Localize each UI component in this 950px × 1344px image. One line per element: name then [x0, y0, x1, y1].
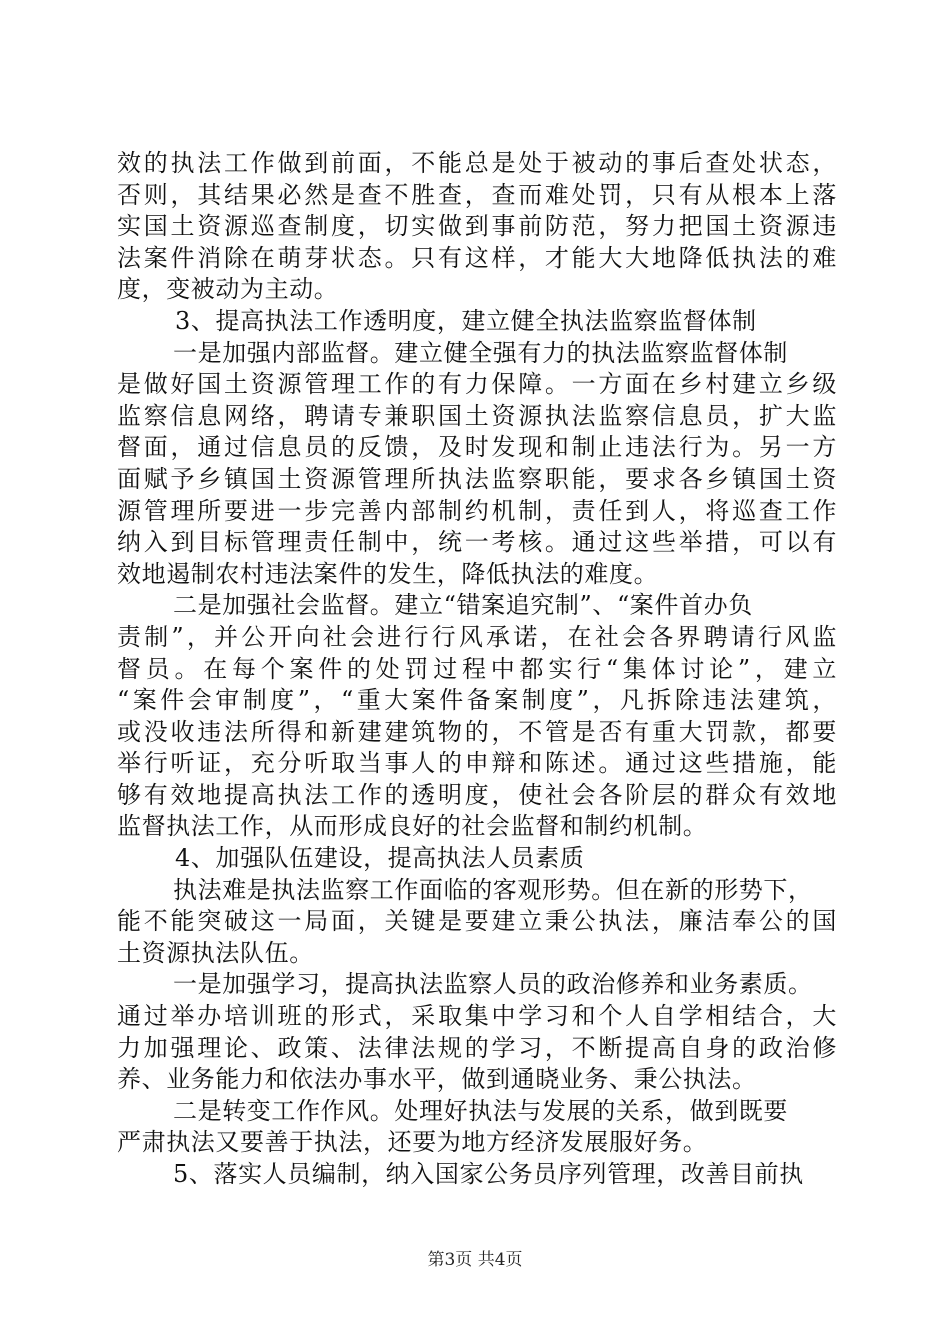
section-heading: 4、加强队伍建设，提高执法人员素质 — [175, 844, 585, 873]
page-number-label: 第3页 共4页 — [427, 1250, 523, 1270]
paragraph-line: 监察信息网络，聘请专兼职国土资源执法监察信息员，扩大监 — [117, 401, 837, 430]
paragraph-line: 是做好国土资源管理工作的有力保障。一方面在乡村建立乡级 — [117, 370, 837, 399]
paragraph-line: 否则，其结果必然是查不胜查，查而难处罚，只有从根本上落 — [117, 180, 837, 209]
paragraph-line: 够有效地提高执法工作的透明度，使社会各阶层的群众有效地 — [117, 780, 837, 809]
paragraph-line: 面赋予乡镇国土资源管理所执法监察职能，要求各乡镇国土资 — [117, 464, 837, 493]
paragraph-line: 通过举办培训班的形式，采取集中学习和个人自学相结合，大 — [117, 1002, 837, 1031]
paragraph-line: 一是加强学习，提高执法监察人员的政治修养和业务素质。 — [173, 970, 813, 999]
paragraph-line: 一是加强内部监督。建立健全强有力的执法监察监督体制 — [173, 338, 788, 367]
paragraph-line: 源管理所要进一步完善内部制约机制，责任到人，将巡查工作 — [117, 496, 837, 525]
paragraph-line: 纳入到目标管理责任制中，统一考核。通过这些举措，可以有 — [117, 528, 837, 557]
paragraph-line: 举行听证，充分听取当事人的申辩和陈述。通过这些措施，能 — [117, 749, 837, 778]
paragraph-line: 实国土资源巡查制度，切实做到事前防范，努力把国土资源违 — [117, 212, 837, 241]
paragraph-line: 严肃执法又要善于执法，还要为地方经济发展服好务。 — [117, 1128, 708, 1157]
paragraph-line: 法案件消除在萌芽状态。只有这样，才能大大地降低执法的难 — [117, 243, 837, 272]
document-body — [117, 148, 837, 1191]
paragraph-line: 土资源执法队伍。 — [117, 938, 314, 967]
paragraph-line: 督面，通过信息员的反馈，及时发现和制止违法行为。另一方 — [117, 433, 837, 462]
paragraph-line: 能不能突破这一局面，关键是要建立秉公执法，廉洁奉公的国 — [117, 907, 837, 936]
paragraph-line: 5、落实人员编制，纳入国家公务员序列管理，改善目前执 — [173, 1160, 804, 1188]
paragraph-line: 责制”，并公开向社会进行行风承诺，在社会各界聘请行风监 — [117, 622, 837, 651]
paragraph-line: 度，变被动为主动。 — [117, 275, 339, 304]
page-footer — [0, 1245, 950, 1270]
paragraph-line: 效地遏制农村违法案件的发生，降低执法的难度。 — [117, 559, 659, 588]
paragraph-line: 或没收违法所得和新建建筑物的，不管是否有重大罚款，都要 — [117, 717, 837, 746]
paragraph-line: 二是加强社会监督。建立“错案追究制”、“案件首办负 — [173, 591, 753, 620]
paragraph-line: “案件会审制度”，“重大案件备案制度”，凡拆除违法建筑， — [117, 686, 837, 715]
paragraph-line: 力加强理论、政策、法律法规的学习，不断提高自身的政治修 — [117, 1033, 837, 1062]
paragraph-line: 执法难是执法监察工作面临的客观形势。但在新的形势下， — [173, 875, 813, 904]
section-heading: 3、提高执法工作透明度，建立健全执法监察监督体制 — [175, 306, 757, 335]
paragraph-line: 监督执法工作，从而形成良好的社会监督和制约机制。 — [117, 812, 708, 841]
paragraph-line: 二是转变工作作风。处理好执法与发展的关系，做到既要 — [173, 1096, 788, 1125]
paragraph-line: 督员。在每个案件的处罚过程中都实行“集体讨论”，建立 — [117, 654, 837, 683]
paragraph-line: 效的执法工作做到前面，不能总是处于被动的事后查处状态， — [117, 149, 837, 177]
paragraph-line: 养、业务能力和依法办事水平，做到通晓业务、秉公执法。 — [117, 1065, 757, 1094]
